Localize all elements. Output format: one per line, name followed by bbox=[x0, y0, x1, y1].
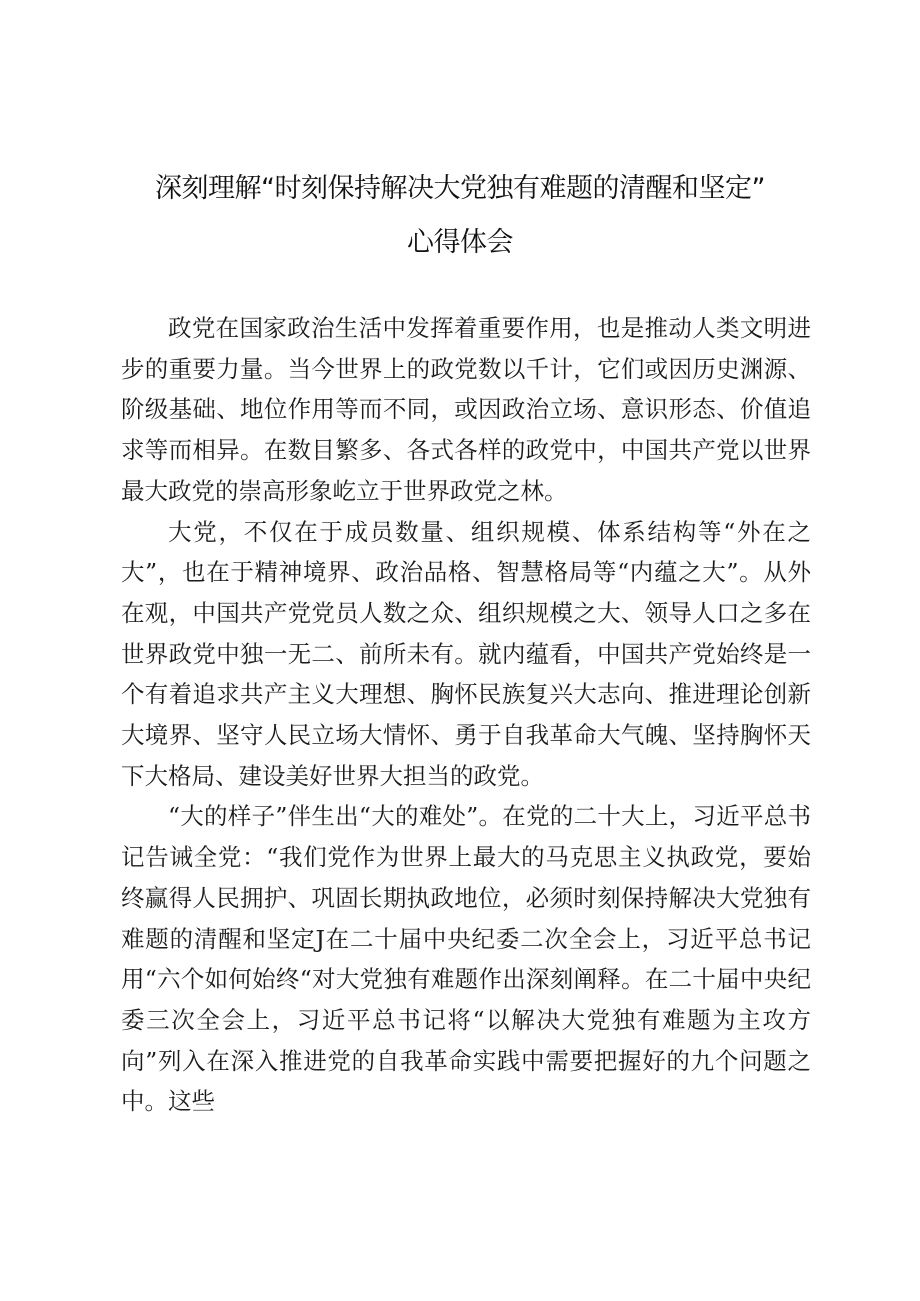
paragraph-2: 大党，不仅在于成员数量、组织规模、体系结构等“外在之大”，也在于精神境界、政治品格、智慧格局等“内蕴之大”。从外在观，中国共产党党员人数之众、组织规模之大、领导人口之多在世界政党中独一无二、前所未有。就内蕴看，中国共产党始终是一个有着追求共产主义大理想、胸怀民族复兴大志向、推进理论创新大境界、坚守人民立场大情怀、勇于自我革命大气魄、坚持胸怀天下大格局、建设美好世界大担当的政党。 bbox=[121, 517, 811, 790]
document-title bbox=[90, 162, 830, 270]
title-line-2: 心得体会 bbox=[407, 227, 513, 258]
paragraph-3: “大的样子”伴生出“大的难处”。在党的二十大上，习近平总书记告诫全党：“我们党作为世界上最大的马克思主义执政党，要始终赢得人民拥护、巩固长期执政地位，必须时刻保持解决大党独有难题的清醒和坚定J在二十届中央纪委二次全会上，习近平总书记用“六个如何始终“对大党独有难题作出深刻阐释。在二十届中央纪委三次全会上，习近平总书记将“以解决大党独有难题为主攻方向”列入在深入推进党的自我革命实践中需要把握好的九个问题之中。这些 bbox=[121, 802, 811, 1116]
title-line-1: 深刻理解“时刻保持解决大党独有难题的清醒和坚定” bbox=[155, 173, 765, 204]
document-body bbox=[121, 308, 811, 1122]
paragraph-1: 政党在国家政治生活中发挥着重要作用，也是推动人类文明进步的重要力量。当今世界上的政党数以千计，它们或因历史渊源、阶级基础、地位作用等而不同，或因政治立场、意识形态、价值追求等而相异。在数目繁多、各式各样的政党中，中国共产党以世界最大政党的崇高形象屹立于世界政党之林。 bbox=[121, 314, 811, 505]
